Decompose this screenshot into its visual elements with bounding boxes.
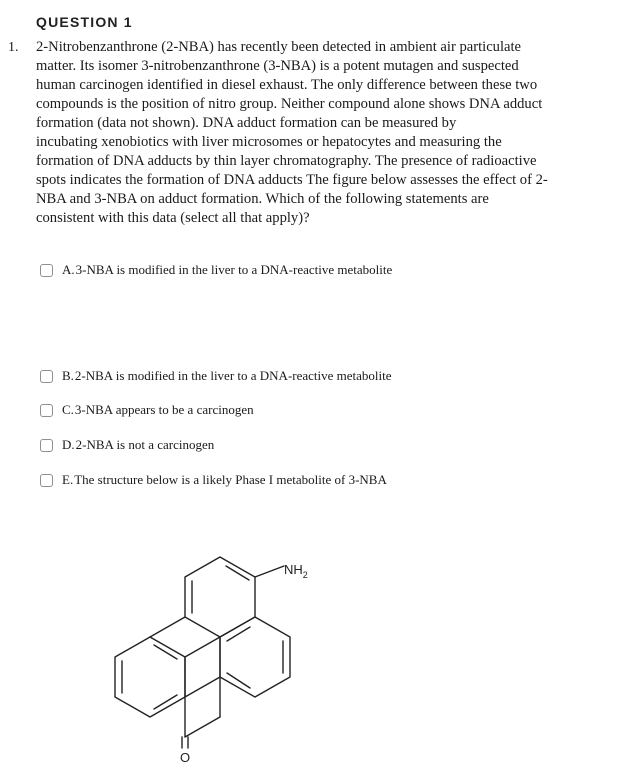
amine-label: $NH_2$ <box>284 562 308 580</box>
bond-ring-center <box>185 637 220 697</box>
option-a[interactable] <box>40 261 392 279</box>
option-b-text: 2-NBA is modified in the liver to a DNA-reactive metabolite <box>74 368 392 383</box>
question-line: matter. Its isomer 3-nitrobenzanthrone (3-NBA) is a potent mutagen and suspected <box>36 58 519 74</box>
bond-double-right-2 <box>227 627 250 641</box>
option-d-letter: D. <box>62 437 75 452</box>
option-b-letter: B. <box>62 368 74 383</box>
chemical-structure <box>60 540 380 770</box>
option-a-checkbox[interactable] <box>40 264 53 277</box>
question-line: human carcinogen identified in diesel exhaust. The only difference between these two <box>36 77 538 93</box>
question-line: compounds is the position of nitro group. Neither compound alone shows DNA adduct <box>36 96 543 112</box>
bond-left-ring-link <box>150 617 185 637</box>
question-line: 2-Nitrobenzanthrone (2-NBA) has recently been detected in ambient air particulate <box>36 39 522 55</box>
question-line: consistent with this data (select all that apply)? <box>36 210 310 226</box>
bond-double-left-3 <box>154 645 177 659</box>
option-b[interactable] <box>40 367 392 385</box>
question-header: QUESTION 1 <box>36 14 133 30</box>
question-line: NBA and 3-NBA on adduct formation. Which of the following statements are <box>36 191 489 207</box>
option-b-checkbox[interactable] <box>40 370 53 383</box>
bond-double-right-3 <box>227 673 250 688</box>
option-c-checkbox[interactable] <box>40 404 53 417</box>
bond-carbonyl-right <box>185 717 220 737</box>
question-line: incubating xenobiotics with liver microsomes or hepatocytes and measuring the <box>36 134 502 150</box>
option-e-letter: E. <box>62 472 74 487</box>
option-a-text: 3-NBA is modified in the liver to a DNA-reactive metabolite <box>75 262 393 277</box>
option-d-checkbox[interactable] <box>40 439 53 452</box>
option-e[interactable] <box>40 471 387 489</box>
option-a-letter: A. <box>62 262 75 277</box>
bond-amine <box>255 566 284 577</box>
question-line: spots indicates the formation of DNA adducts The figure below assesses the effect of 2- <box>36 172 548 188</box>
bond-double-left-2 <box>154 695 177 709</box>
oxygen-label: O <box>180 750 191 765</box>
option-c-letter: C. <box>62 402 74 417</box>
question-line: formation (data not shown). DNA adduct formation can be measured by <box>36 115 457 131</box>
bond-ring-left <box>115 637 185 717</box>
option-c[interactable] <box>40 401 254 419</box>
option-d[interactable] <box>40 436 214 454</box>
bond-double-top-2 <box>226 566 249 580</box>
bond-ring-top <box>185 557 255 637</box>
question-line: formation of DNA adducts by thin layer chromatography. The presence of radioactive <box>36 153 537 169</box>
question-text <box>36 38 632 228</box>
option-e-text: The structure below is a likely Phase I metabolite of 3-NBA <box>74 472 387 487</box>
option-c-text: 3-NBA appears to be a carcinogen <box>74 402 254 417</box>
option-e-checkbox[interactable] <box>40 474 53 487</box>
bond-ring-right <box>220 617 290 697</box>
question-number: 1. <box>8 40 19 55</box>
option-d-text: 2-NBA is not a carcinogen <box>75 437 215 452</box>
